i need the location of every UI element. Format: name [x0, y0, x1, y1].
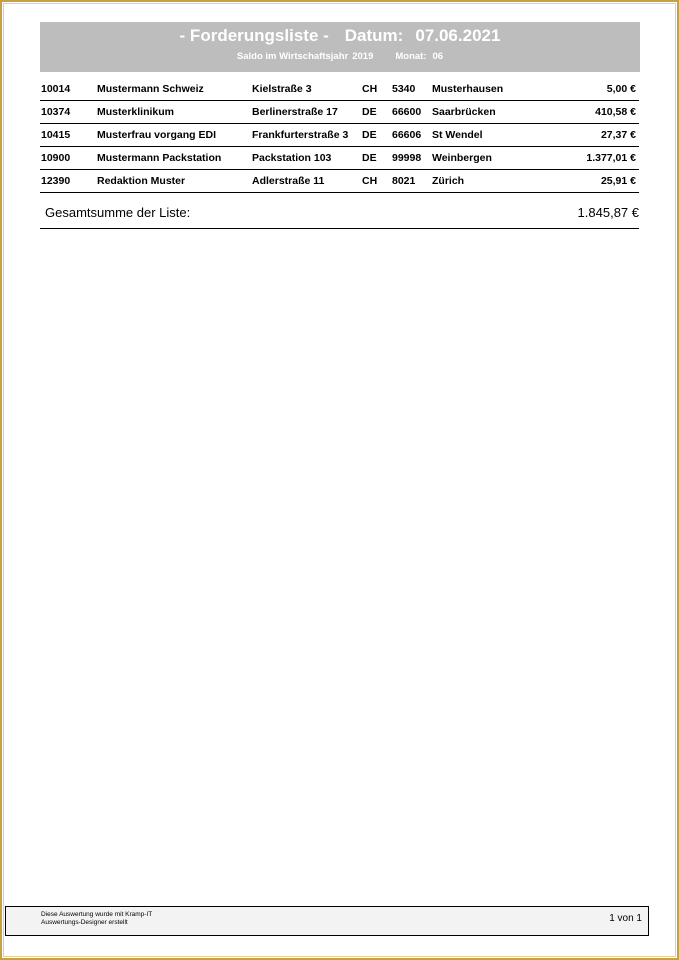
country-code: CH — [362, 83, 378, 95]
footer-note-line: Diese Auswertung wurde mit Kramp-IT — [41, 911, 153, 918]
amount: 5,00 € — [606, 83, 636, 95]
customer-number: 10415 — [41, 129, 71, 141]
city: Musterhausen — [432, 83, 504, 95]
month-label: Monat: — [395, 51, 427, 62]
customer-name: Redaktion Muster — [97, 175, 186, 187]
customer-number: 10014 — [41, 83, 71, 95]
report-subtitle-line — [40, 51, 640, 62]
customer-name: Mustermann Packstation — [97, 152, 222, 164]
table-row — [40, 170, 639, 193]
total-row — [40, 200, 639, 229]
table-row — [40, 147, 639, 170]
footer-note — [41, 911, 152, 927]
country-code: DE — [362, 106, 377, 118]
street: Frankfurterstraße 3 — [252, 129, 349, 141]
street: Kielstraße 3 — [252, 83, 312, 95]
customer-name: Musterfrau vorgang EDI — [97, 129, 217, 141]
total-label: Gesamtsumme der Liste: — [45, 205, 191, 220]
amount: 25,91 € — [600, 175, 636, 187]
city: St Wendel — [432, 129, 483, 141]
country-code: DE — [362, 129, 377, 141]
city: Saarbrücken — [432, 106, 496, 118]
page-footer — [5, 906, 649, 936]
amount: 410,58 € — [595, 106, 636, 118]
date-value: 07.06.2021 — [415, 26, 501, 45]
table-row — [40, 101, 639, 124]
street: Packstation 103 — [252, 152, 332, 164]
receivables-table — [40, 78, 639, 193]
postal-code: 99998 — [392, 152, 422, 164]
customer-name: Mustermann Schweiz — [97, 83, 204, 95]
city: Weinbergen — [432, 152, 492, 164]
city: Zürich — [432, 175, 465, 187]
street: Adlerstraße 11 — [252, 175, 325, 187]
country-code: CH — [362, 175, 378, 187]
postal-code: 66606 — [392, 129, 422, 141]
report-header — [40, 22, 640, 72]
month-value: 06 — [432, 51, 444, 62]
postal-code: 66600 — [392, 106, 422, 118]
amount: 27,37 € — [600, 129, 636, 141]
customer-number: 10900 — [41, 152, 71, 164]
customer-number: 10374 — [41, 106, 71, 118]
total-amount: 1.845,87 € — [577, 205, 639, 220]
report-title: - Forderungsliste - — [179, 26, 329, 45]
table-row — [40, 78, 639, 101]
page-number: 1 von 1 — [609, 913, 642, 924]
customer-number: 12390 — [41, 175, 71, 187]
date-label: Datum: — [344, 26, 404, 45]
postal-code: 5340 — [392, 83, 416, 95]
report-title-line — [40, 26, 640, 46]
country-code: DE — [362, 152, 377, 164]
amount: 1.377,01 € — [586, 152, 636, 164]
postal-code: 8021 — [392, 175, 416, 187]
footer-note-line: Auswertungs-Designer erstellt — [41, 919, 128, 926]
table-row — [40, 124, 639, 147]
street: Berlinerstraße 17 — [252, 106, 338, 118]
fiscal-year: 2019 — [352, 51, 374, 62]
saldo-label: Saldo im Wirtschaftsjahr — [236, 51, 349, 62]
customer-name: Musterklinikum — [97, 106, 175, 118]
